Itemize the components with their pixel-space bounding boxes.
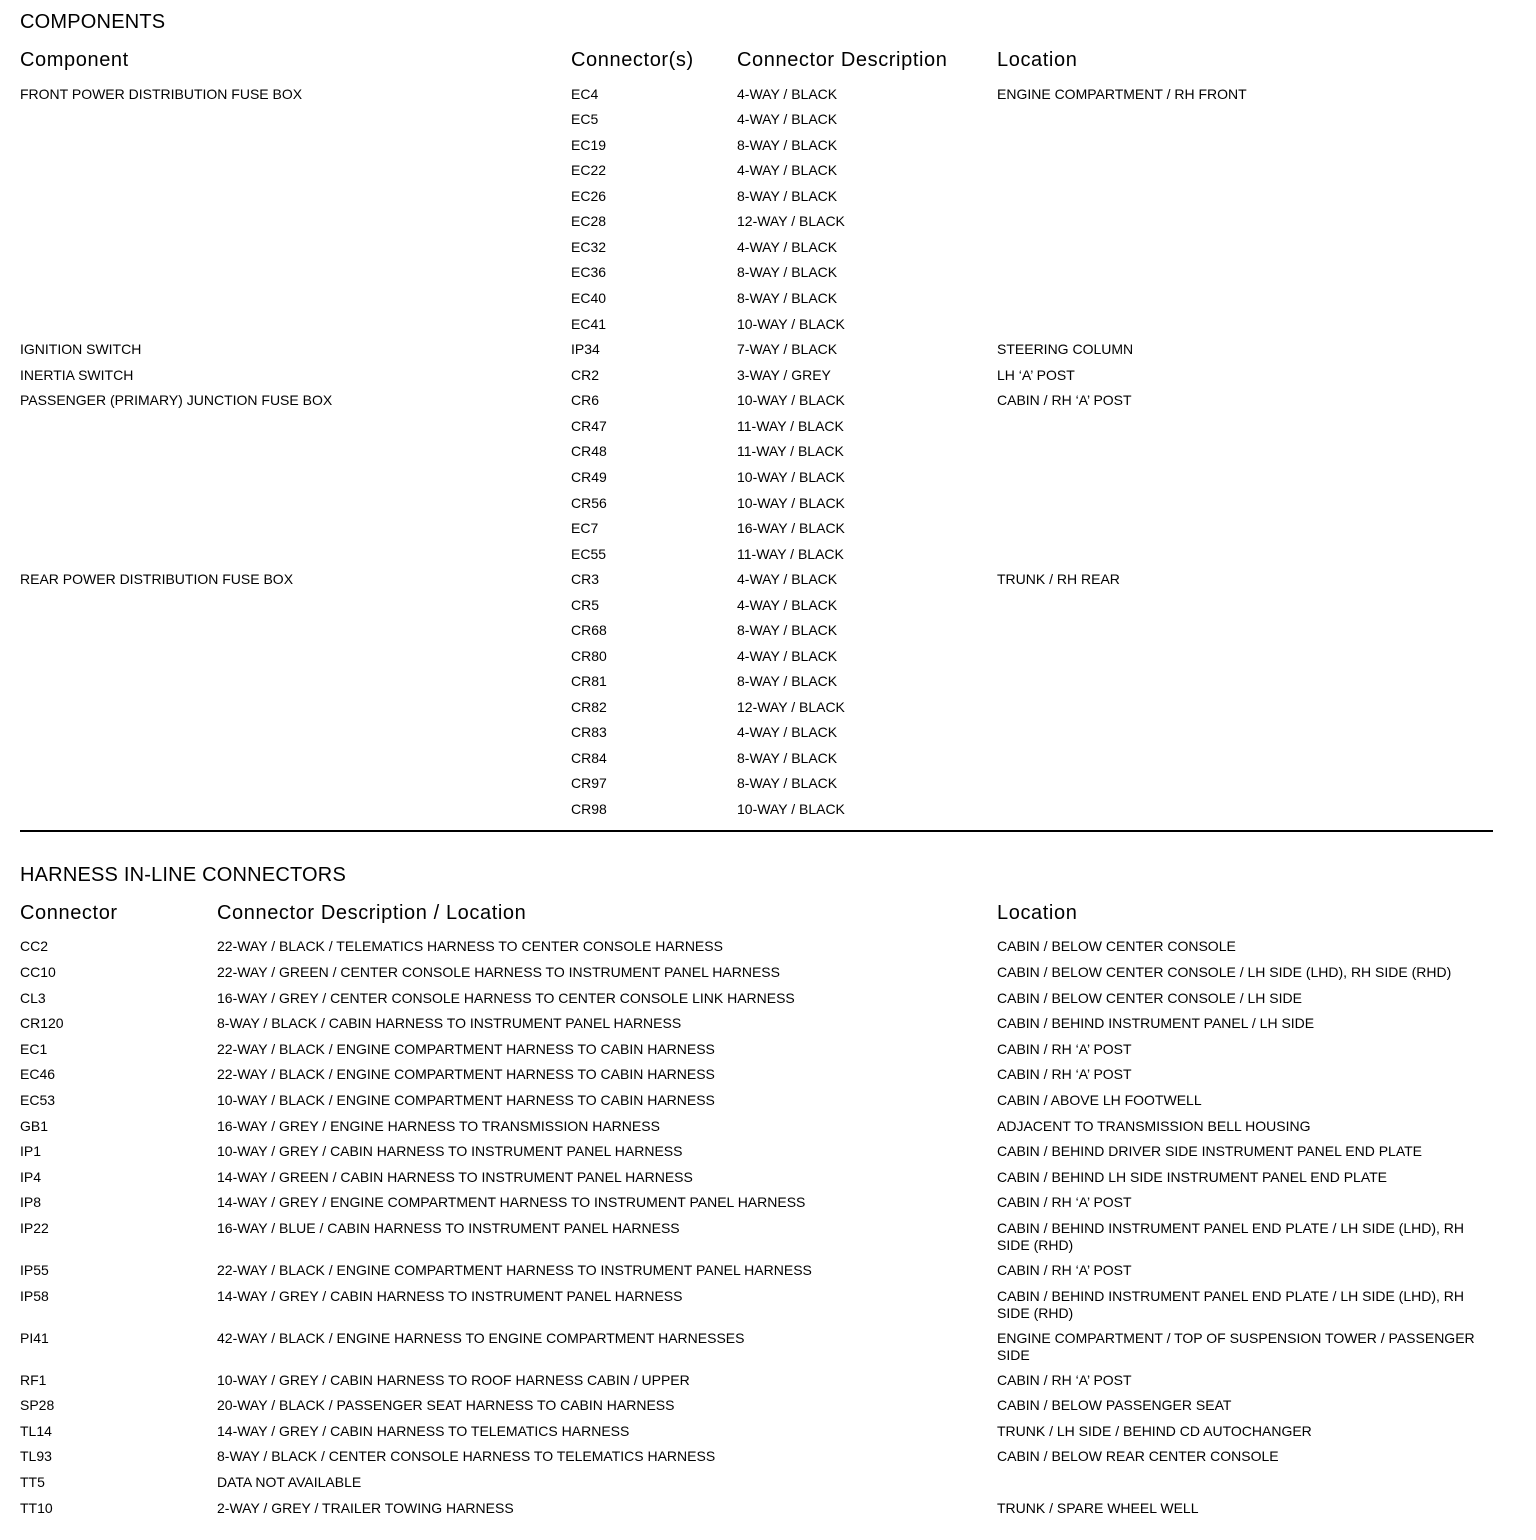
connector-location: TRUNK / LH SIDE / BEHIND CD AUTOCHANGER xyxy=(997,1423,1312,1439)
connector-id: IP55 xyxy=(20,1262,49,1278)
connector-id: CR5 xyxy=(571,597,600,613)
component-name: PASSENGER (PRIMARY) JUNCTION FUSE BOX xyxy=(20,392,333,408)
connector-description: 10-WAY / BLACK xyxy=(737,316,845,332)
connector-id: IP34 xyxy=(571,341,600,357)
component-name: INERTIA SWITCH xyxy=(20,367,134,383)
component-location: CABIN / RH ‘A’ POST xyxy=(997,392,1132,408)
connector-description: 10-WAY / BLACK xyxy=(737,801,845,817)
connector-description: DATA NOT AVAILABLE xyxy=(217,1474,362,1490)
connector-id: RF1 xyxy=(20,1372,47,1388)
connector-description: 16-WAY / BLACK xyxy=(737,520,845,536)
connector-description: 16-WAY / BLUE / CABIN HARNESS TO INSTRUMENT PANEL HARNESS xyxy=(217,1220,680,1236)
connector-id: IP4 xyxy=(20,1169,42,1185)
connector-id: CR68 xyxy=(571,622,607,638)
component-location: STEERING COLUMN xyxy=(997,341,1134,357)
header-connectors: Connector(s) xyxy=(571,49,694,71)
connector-description: 10-WAY / BLACK / ENGINE COMPARTMENT HARNESS TO CABIN HARNESS xyxy=(217,1092,715,1108)
connector-location: CABIN / ABOVE LH FOOTWELL xyxy=(997,1092,1202,1108)
connector-id: EC7 xyxy=(571,520,599,536)
connector-id: CR6 xyxy=(571,392,600,408)
connector-id: EC5 xyxy=(571,111,599,127)
connector-description: 10-WAY / GREY / CABIN HARNESS TO ROOF HARNESS CABIN / UPPER xyxy=(217,1372,690,1388)
connector-id: IP1 xyxy=(20,1143,42,1159)
connector-location: CABIN / BELOW CENTER CONSOLE / LH SIDE (LHD), RH SIDE (RHD) xyxy=(997,964,1452,980)
connector-description: 10-WAY / GREY / CABIN HARNESS TO INSTRUMENT PANEL HARNESS xyxy=(217,1143,683,1159)
connector-description: 11-WAY / BLACK xyxy=(737,546,844,562)
component-location: ENGINE COMPARTMENT / RH FRONT xyxy=(997,86,1247,102)
connector-description: 10-WAY / BLACK xyxy=(737,495,845,511)
connector-id: EC26 xyxy=(571,188,607,204)
connector-description: 20-WAY / BLACK / PASSENGER SEAT HARNESS TO CABIN HARNESS xyxy=(217,1397,675,1413)
connector-id: CR80 xyxy=(571,648,607,664)
connector-location: CABIN / RH ‘A’ POST xyxy=(997,1066,1132,1082)
connector-location: CABIN / BEHIND INSTRUMENT PANEL / LH SIDE xyxy=(997,1015,1315,1031)
connector-description: 4-WAY / BLACK xyxy=(737,86,838,102)
connector-description: 4-WAY / BLACK xyxy=(737,597,838,613)
connector-id: CR97 xyxy=(571,775,607,791)
connector-location: CABIN / BEHIND INSTRUMENT PANEL END PLATE / LH SIDE (LHD), RH SIDE (RHD) xyxy=(997,1288,1465,1321)
connector-id: CR2 xyxy=(571,367,600,383)
header-connector-description: Connector Description xyxy=(737,49,948,71)
connector-id: GB1 xyxy=(20,1118,49,1134)
connector-description: 10-WAY / BLACK xyxy=(737,392,845,408)
connector-id: EC55 xyxy=(571,546,607,562)
header-description-location: Connector Description / Location xyxy=(217,902,527,924)
connector-description: 8-WAY / BLACK xyxy=(737,622,838,638)
connector-description: 11-WAY / BLACK xyxy=(737,443,844,459)
component-location: LH ‘A’ POST xyxy=(997,367,1075,383)
connector-id: CR47 xyxy=(571,418,607,434)
connector-description: 7-WAY / BLACK xyxy=(737,341,838,357)
connector-id: EC28 xyxy=(571,213,607,229)
connector-description: 4-WAY / BLACK xyxy=(737,724,838,740)
connector-id: EC40 xyxy=(571,290,607,306)
connector-id: EC46 xyxy=(20,1066,56,1082)
connector-description: 8-WAY / BLACK xyxy=(737,750,838,766)
connector-description: 8-WAY / BLACK / CENTER CONSOLE HARNESS TO TELEMATICS HARNESS xyxy=(217,1448,716,1464)
connector-description: 8-WAY / BLACK xyxy=(737,673,838,689)
connector-description: 16-WAY / GREY / CENTER CONSOLE HARNESS TO CENTER CONSOLE LINK HARNESS xyxy=(217,990,795,1006)
connector-id: EC4 xyxy=(571,86,599,102)
connector-id: EC41 xyxy=(571,316,607,332)
connector-id: CR81 xyxy=(571,673,607,689)
connector-id: TT10 xyxy=(20,1500,53,1516)
connector-description: 42-WAY / BLACK / ENGINE HARNESS TO ENGINE COMPARTMENT HARNESSES xyxy=(217,1330,745,1346)
component-name: IGNITION SWITCH xyxy=(20,341,142,357)
connector-id: SP28 xyxy=(20,1397,55,1413)
connector-description: 8-WAY / BLACK xyxy=(737,775,838,791)
connector-description: 8-WAY / BLACK xyxy=(737,264,838,280)
connector-description: 4-WAY / BLACK xyxy=(737,239,838,255)
connector-description: 14-WAY / GREEN / CABIN HARNESS TO INSTRUMENT PANEL HARNESS xyxy=(217,1169,693,1185)
connector-id: CR120 xyxy=(20,1015,64,1031)
connector-id: TT5 xyxy=(20,1474,45,1490)
connector-id: IP8 xyxy=(20,1194,42,1210)
connector-id: CR3 xyxy=(571,571,600,587)
connector-id: CC2 xyxy=(20,938,49,954)
component-location: TRUNK / RH REAR xyxy=(997,571,1120,587)
connector-description: 8-WAY / BLACK / CABIN HARNESS TO INSTRUMENT PANEL HARNESS xyxy=(217,1015,682,1031)
section-divider xyxy=(20,830,1493,832)
connector-id: CR83 xyxy=(571,724,607,740)
connector-location: CABIN / BEHIND INSTRUMENT PANEL END PLATE / LH SIDE (LHD), RH SIDE (RHD) xyxy=(997,1220,1465,1253)
harness-title: HARNESS IN-LINE CONNECTORS xyxy=(20,864,346,886)
connector-id: TL14 xyxy=(20,1423,52,1439)
connector-id: CR82 xyxy=(571,699,607,715)
connector-description: 22-WAY / GREEN / CENTER CONSOLE HARNESS TO INSTRUMENT PANEL HARNESS xyxy=(217,964,780,980)
connector-description: 3-WAY / GREY xyxy=(737,367,831,383)
connector-description: 8-WAY / BLACK xyxy=(737,137,838,153)
connector-id: EC1 xyxy=(20,1041,48,1057)
connector-location: CABIN / RH ‘A’ POST xyxy=(997,1262,1132,1278)
header-harness-location: Location xyxy=(997,902,1078,924)
connector-description: 14-WAY / GREY / ENGINE COMPARTMENT HARNESS TO INSTRUMENT PANEL HARNESS xyxy=(217,1194,806,1210)
connector-description: 22-WAY / BLACK / ENGINE COMPARTMENT HARNESS TO CABIN HARNESS xyxy=(217,1041,715,1057)
header-component: Component xyxy=(20,49,129,71)
connector-id: EC19 xyxy=(571,137,607,153)
connector-description: 14-WAY / GREY / CABIN HARNESS TO TELEMATICS HARNESS xyxy=(217,1423,630,1439)
connector-location: TRUNK / SPARE WHEEL WELL xyxy=(997,1500,1199,1516)
connector-description: 4-WAY / BLACK xyxy=(737,111,838,127)
connector-location: CABIN / BEHIND LH SIDE INSTRUMENT PANEL END PLATE xyxy=(997,1169,1388,1185)
connector-description: 12-WAY / BLACK xyxy=(737,699,845,715)
connector-location: CABIN / RH ‘A’ POST xyxy=(997,1372,1132,1388)
connector-location: CABIN / BELOW CENTER CONSOLE / LH SIDE xyxy=(997,990,1302,1006)
connector-description: 10-WAY / BLACK xyxy=(737,469,845,485)
components-title: COMPONENTS xyxy=(20,11,166,33)
connector-description: 14-WAY / GREY / CABIN HARNESS TO INSTRUMENT PANEL HARNESS xyxy=(217,1288,683,1304)
header-connector: Connector xyxy=(20,902,118,924)
connector-description: 12-WAY / BLACK xyxy=(737,213,845,229)
connector-id: CR56 xyxy=(571,495,607,511)
connector-description: 8-WAY / BLACK xyxy=(737,188,838,204)
connector-id: CR98 xyxy=(571,801,607,817)
connector-location: CABIN / BELOW CENTER CONSOLE xyxy=(997,938,1236,954)
connector-description: 4-WAY / BLACK xyxy=(737,571,838,587)
component-name: FRONT POWER DISTRIBUTION FUSE BOX xyxy=(20,86,303,102)
connector-description: 8-WAY / BLACK xyxy=(737,290,838,306)
header-location: Location xyxy=(997,49,1078,71)
connector-location: CABIN / BEHIND DRIVER SIDE INSTRUMENT PANEL END PLATE xyxy=(997,1143,1423,1159)
connector-id: EC36 xyxy=(571,264,607,280)
connector-description: 22-WAY / BLACK / ENGINE COMPARTMENT HARNESS TO INSTRUMENT PANEL HARNESS xyxy=(217,1262,812,1278)
connector-id: TL93 xyxy=(20,1448,52,1464)
connector-id: EC53 xyxy=(20,1092,56,1108)
connector-description: 22-WAY / BLACK / TELEMATICS HARNESS TO CENTER CONSOLE HARNESS xyxy=(217,938,723,954)
connector-description: 4-WAY / BLACK xyxy=(737,162,838,178)
connector-description: 22-WAY / BLACK / ENGINE COMPARTMENT HARNESS TO CABIN HARNESS xyxy=(217,1066,715,1082)
connector-location: ENGINE COMPARTMENT / TOP OF SUSPENSION TOWER / PASSENGER SIDE xyxy=(997,1330,1475,1363)
connector-location: ADJACENT TO TRANSMISSION BELL HOUSING xyxy=(997,1118,1311,1134)
connector-id: EC32 xyxy=(571,239,607,255)
connector-id: IP22 xyxy=(20,1220,49,1236)
connector-id: EC22 xyxy=(571,162,607,178)
connector-description: 11-WAY / BLACK xyxy=(737,418,844,434)
connector-id: CL3 xyxy=(20,990,46,1006)
connector-description: 2-WAY / GREY / TRAILER TOWING HARNESS xyxy=(217,1500,514,1516)
connector-id: CR48 xyxy=(571,443,607,459)
connector-description: 4-WAY / BLACK xyxy=(737,648,838,664)
connector-location: CABIN / RH ‘A’ POST xyxy=(997,1041,1132,1057)
connector-location: CABIN / RH ‘A’ POST xyxy=(997,1194,1132,1210)
connector-location: CABIN / BELOW REAR CENTER CONSOLE xyxy=(997,1448,1279,1464)
component-name: REAR POWER DISTRIBUTION FUSE BOX xyxy=(20,571,294,587)
connector-description: 16-WAY / GREY / ENGINE HARNESS TO TRANSMISSION HARNESS xyxy=(217,1118,660,1134)
connector-id: PI41 xyxy=(20,1330,49,1346)
connector-id: CR49 xyxy=(571,469,607,485)
connector-location: CABIN / BELOW PASSENGER SEAT xyxy=(997,1397,1232,1413)
connector-id: CR84 xyxy=(571,750,607,766)
connector-id: CC10 xyxy=(20,964,56,980)
connector-id: IP58 xyxy=(20,1288,49,1304)
